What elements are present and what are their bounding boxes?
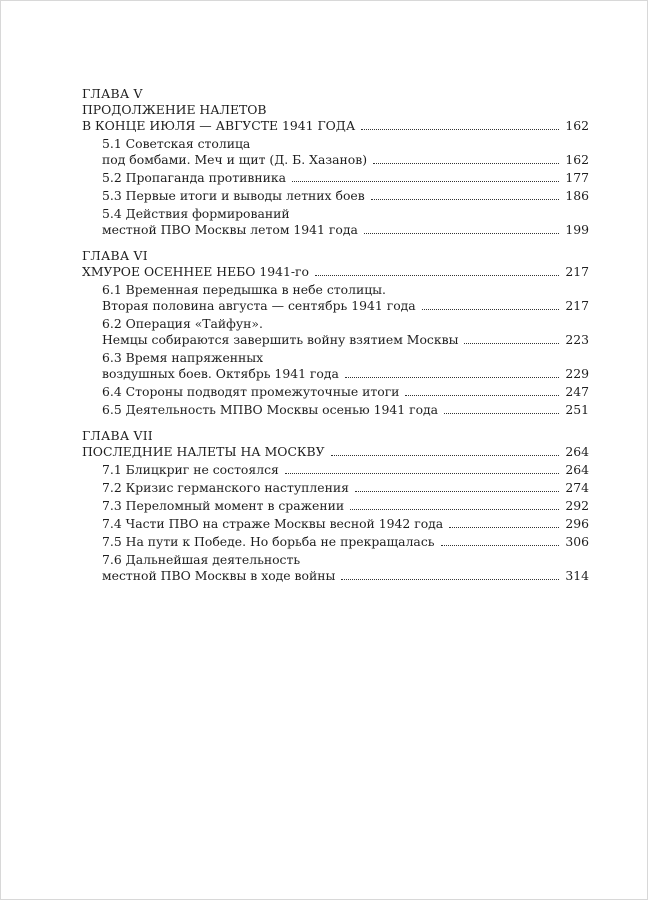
- toc-section-entry[interactable]: [82, 316, 589, 348]
- dot-leader: [331, 455, 560, 456]
- dot-leader: [449, 527, 559, 528]
- dot-leader: [315, 275, 559, 276]
- section-title-line: 7.2 Кризис германского наступления: [102, 480, 349, 495]
- page-number: 247: [565, 384, 589, 399]
- section-title-line: под бомбами. Меч и щит (Д. Б. Хазанов): [102, 152, 368, 167]
- chapter-title-line: ПРОДОЛЖЕНИЕ НАЛЕТОВ: [82, 102, 267, 117]
- toc-section-entry[interactable]: [82, 350, 589, 382]
- dot-leader: [371, 199, 560, 200]
- toc-section-entry[interactable]: [82, 206, 589, 238]
- toc-section-entry[interactable]: [82, 188, 589, 204]
- page-number: 186: [565, 188, 589, 203]
- page-number: 251: [565, 402, 589, 417]
- section-title-line: Немцы собираются завершить войну взятием Москвы: [102, 332, 459, 347]
- section-title-line: 6.1 Временная передышка в небе столицы.: [102, 282, 386, 297]
- toc-chapter: [82, 428, 589, 584]
- chapter-entry[interactable]: [82, 264, 589, 280]
- dot-leader: [364, 233, 560, 234]
- table-of-contents: [82, 86, 589, 594]
- dot-leader: [373, 163, 559, 164]
- page-number: 199: [565, 222, 589, 237]
- section-title-line: 6.3 Время напряженных: [102, 350, 264, 365]
- chapter-label: ГЛАВА VII: [82, 428, 153, 443]
- page-number: 177: [565, 170, 589, 185]
- section-title-line: 6.4 Стороны подводят промежуточные итоги: [102, 384, 400, 399]
- page-number: 292: [565, 498, 589, 513]
- section-title-line: 7.3 Переломный момент в сражении: [102, 498, 345, 513]
- toc-section-entry[interactable]: [82, 552, 589, 584]
- dot-leader: [292, 181, 559, 182]
- section-title-line: 5.3 Первые итоги и выводы летних боев: [102, 188, 365, 203]
- dot-leader: [350, 509, 559, 510]
- section-title-line: 5.2 Пропаганда противника: [102, 170, 286, 185]
- chapter-label: ГЛАВА VI: [82, 248, 148, 263]
- toc-section-entry[interactable]: [82, 170, 589, 186]
- page-number: 274: [565, 480, 589, 495]
- page-number: 217: [565, 298, 589, 313]
- dot-leader: [405, 395, 559, 396]
- section-title-line: воздушных боев. Октябрь 1941 года: [102, 366, 339, 381]
- chapter-title-line: ПОСЛЕДНИЕ НАЛЕТЫ НА МОСКВУ: [82, 444, 325, 459]
- chapter-label: ГЛАВА V: [82, 86, 143, 101]
- dot-leader: [464, 343, 559, 344]
- toc-section-entry[interactable]: [82, 282, 589, 314]
- toc-section-entry[interactable]: [82, 384, 589, 400]
- section-title-line: 7.1 Блицкриг не состоялся: [102, 462, 279, 477]
- dot-leader: [341, 579, 559, 580]
- toc-section-entry[interactable]: [82, 402, 589, 418]
- toc-section-entry[interactable]: [82, 516, 589, 532]
- dot-leader: [345, 377, 559, 378]
- section-title-line: 5.1 Советская столица: [102, 136, 251, 151]
- section-title-line: местной ПВО Москвы в ходе войны: [102, 568, 336, 583]
- page-number: 162: [565, 118, 589, 133]
- page-number: 314: [565, 568, 589, 583]
- page-number: 264: [565, 444, 589, 459]
- chapter-entry[interactable]: [82, 118, 589, 134]
- toc-section-entry[interactable]: [82, 480, 589, 496]
- dot-leader: [444, 413, 559, 414]
- section-title-line: местной ПВО Москвы летом 1941 года: [102, 222, 358, 237]
- section-title-line: 6.2 Операция «Тайфун».: [102, 316, 263, 331]
- section-title-line: 7.5 На пути к Победе. Но борьба не прекращалась: [102, 534, 435, 549]
- dot-leader: [441, 545, 560, 546]
- dot-leader: [285, 473, 560, 474]
- page-number: 162: [565, 152, 589, 167]
- toc-chapter: [82, 248, 589, 418]
- page-number: 306: [565, 534, 589, 549]
- dot-leader: [355, 491, 559, 492]
- toc-section-entry[interactable]: [82, 534, 589, 550]
- page-number: 223: [565, 332, 589, 347]
- page-number: 296: [565, 516, 589, 531]
- dot-leader: [422, 309, 560, 310]
- section-title-line: 5.4 Действия формирований: [102, 206, 290, 221]
- section-title-line: Вторая половина августа — сентябрь 1941 года: [102, 298, 416, 313]
- chapter-entry[interactable]: [82, 444, 589, 460]
- toc-section-entry[interactable]: [82, 462, 589, 478]
- chapter-title-line: В КОНЦЕ ИЮЛЯ — АВГУСТЕ 1941 ГОДА: [82, 118, 356, 133]
- toc-chapter: [82, 86, 589, 238]
- toc-section-entry[interactable]: [82, 136, 589, 168]
- chapter-title-line: ХМУРОЕ ОСЕННЕЕ НЕБО 1941-го: [82, 264, 309, 279]
- page-number: 264: [565, 462, 589, 477]
- toc-section-entry[interactable]: [82, 498, 589, 514]
- section-title-line: 7.6 Дальнейшая деятельность: [102, 552, 301, 567]
- page-number: 229: [565, 366, 589, 381]
- section-title-line: 7.4 Части ПВО на страже Москвы весной 1942 года: [102, 516, 444, 531]
- page-number: 217: [565, 264, 589, 279]
- section-title-line: 6.5 Деятельность МПВО Москвы осенью 1941 года: [102, 402, 439, 417]
- dot-leader: [361, 129, 559, 130]
